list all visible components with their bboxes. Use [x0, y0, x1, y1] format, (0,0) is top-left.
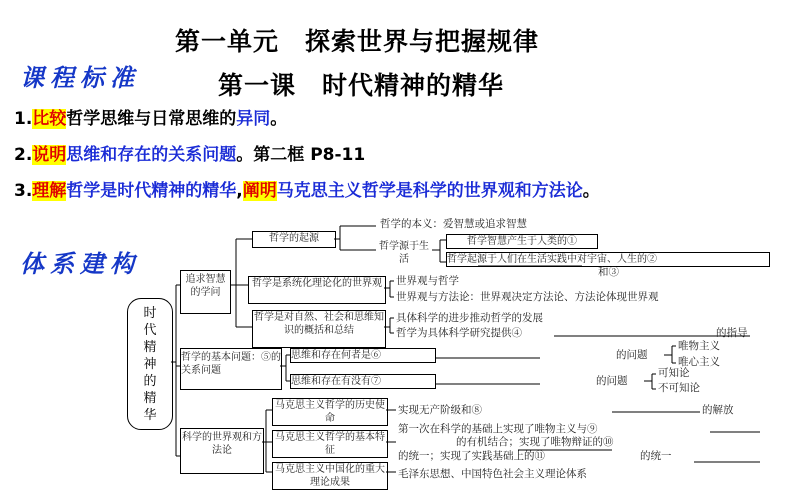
origin-from-life — [376, 240, 432, 266]
question-primacy — [290, 348, 436, 363]
standard-text: 哲学思维与日常思维的 — [66, 109, 237, 129]
node-systematic-worldview — [248, 276, 386, 304]
node-label: 哲学起源于人们在生活实践中对宇宙、人生的② — [447, 254, 657, 265]
sinicization-results: 毛泽东思想、中国特色社会主义理论体系 — [398, 468, 587, 480]
standard-key-2: 马克思主义哲学是科学的世界观和方法论 — [276, 181, 583, 201]
standard-tail: 。第二框 P8-11 — [236, 145, 366, 165]
node-origin — [252, 231, 336, 248]
standard-tail: 。 — [582, 181, 600, 201]
question-identity-suffix: 的问题 — [596, 375, 628, 387]
node-label: 马克思主义哲学的基本特征 — [275, 432, 385, 456]
standard-key: 哲学是时代精神的精华 — [66, 181, 237, 201]
standard-num: 3. — [14, 181, 33, 201]
question-primacy-suffix: 的问题 — [616, 349, 648, 361]
philosophy-guides-science: 哲学为具体科学研究提供④ — [396, 327, 522, 339]
node-label: 哲学的起源 — [269, 233, 319, 244]
system-construction-tag: 体系建构 — [20, 249, 140, 278]
features-line-2: 的有机结合；实现了唯物辩证的⑩ — [456, 436, 614, 448]
features-line-3-suffix: 的统一 — [640, 450, 672, 462]
idealism: 唯心主义 — [678, 356, 720, 368]
origin-meaning: 哲学的本义：爱智慧或追求智慧 — [380, 218, 527, 230]
worldview-philosophy: 世界观与哲学 — [396, 275, 459, 287]
marxism-sinicization — [272, 462, 388, 490]
unit-title: 第一单元 探索世界与把握规律 — [175, 27, 540, 56]
question-identity — [290, 374, 436, 389]
standard-verb-2: 阐明 — [242, 181, 277, 201]
lesson-title: 第一课 时代精神的精华 — [218, 71, 505, 100]
standard-key: 异同 — [236, 109, 271, 129]
standard-verb: 理解 — [32, 181, 67, 201]
node-label: 哲学是对自然、社会和思维知识的概括和总结 — [254, 312, 384, 336]
features-line-1: 第一次在科学的基础上实现了唯物主义与⑨ — [398, 423, 598, 435]
node-summary — [252, 310, 386, 348]
standard-verb: 比较 — [32, 109, 67, 129]
node-label: 思维和存在何者是⑥ — [291, 350, 381, 361]
node-label: 马克思主义中国化的重大理论成果 — [275, 464, 385, 488]
standard-num: 2. — [14, 145, 33, 165]
node-label: 哲学源于生活 — [379, 241, 429, 265]
standard-tail: 。 — [270, 109, 288, 129]
root-node — [127, 298, 173, 430]
branch-pursuit-of-wisdom — [180, 270, 231, 314]
mission-content: 实现无产阶级和⑧ — [398, 404, 482, 416]
branch-label: 哲学的基本问题：⑤的关系问题 — [181, 352, 281, 376]
agnosticism: 不可知论 — [658, 382, 700, 394]
origin-reflection-and: 和③ — [598, 266, 619, 278]
standard-sep: , — [236, 181, 243, 201]
worldview-methodology-relation: 世界观与方法论：世界观决定方法论、方法论体现世界观 — [396, 291, 659, 303]
standard-num: 1. — [14, 109, 33, 129]
node-label: 马克思主义哲学的历史使命 — [275, 400, 385, 424]
science-promotes-philosophy: 具体科学的进步推动哲学的发展 — [396, 312, 543, 324]
agnosticism-no: 可知论 — [658, 367, 690, 379]
marxism-mission — [272, 398, 388, 426]
guidance-suffix: 的指导 — [716, 327, 748, 339]
features-line-3: 的统一；实现了实践基础上的⑪ — [398, 450, 545, 462]
standard-key: 思维和存在的关系问题 — [66, 145, 237, 165]
branch-label: 科学的世界观和方法论 — [182, 432, 262, 456]
origin-wisdom — [446, 234, 598, 249]
node-label: 哲学智慧产生于人类的① — [467, 236, 577, 247]
course-standard-tag: 课程标准 — [20, 63, 140, 92]
marxism-features — [272, 430, 388, 458]
origin-reflection — [446, 252, 770, 267]
mission-suffix: 的解放 — [702, 404, 734, 416]
materialism: 唯物主义 — [678, 340, 720, 352]
branch-label: 追求智慧的学问 — [185, 274, 226, 298]
node-label: 哲学是系统化理论化的世界观 — [252, 278, 382, 289]
standard-verb: 说明 — [32, 145, 67, 165]
root-label: 时代精神的精华 — [143, 305, 157, 423]
branch-basic-question — [180, 348, 282, 390]
node-label: 思维和存在有没有⑦ — [291, 376, 381, 387]
branch-worldview-methodology — [180, 428, 264, 474]
